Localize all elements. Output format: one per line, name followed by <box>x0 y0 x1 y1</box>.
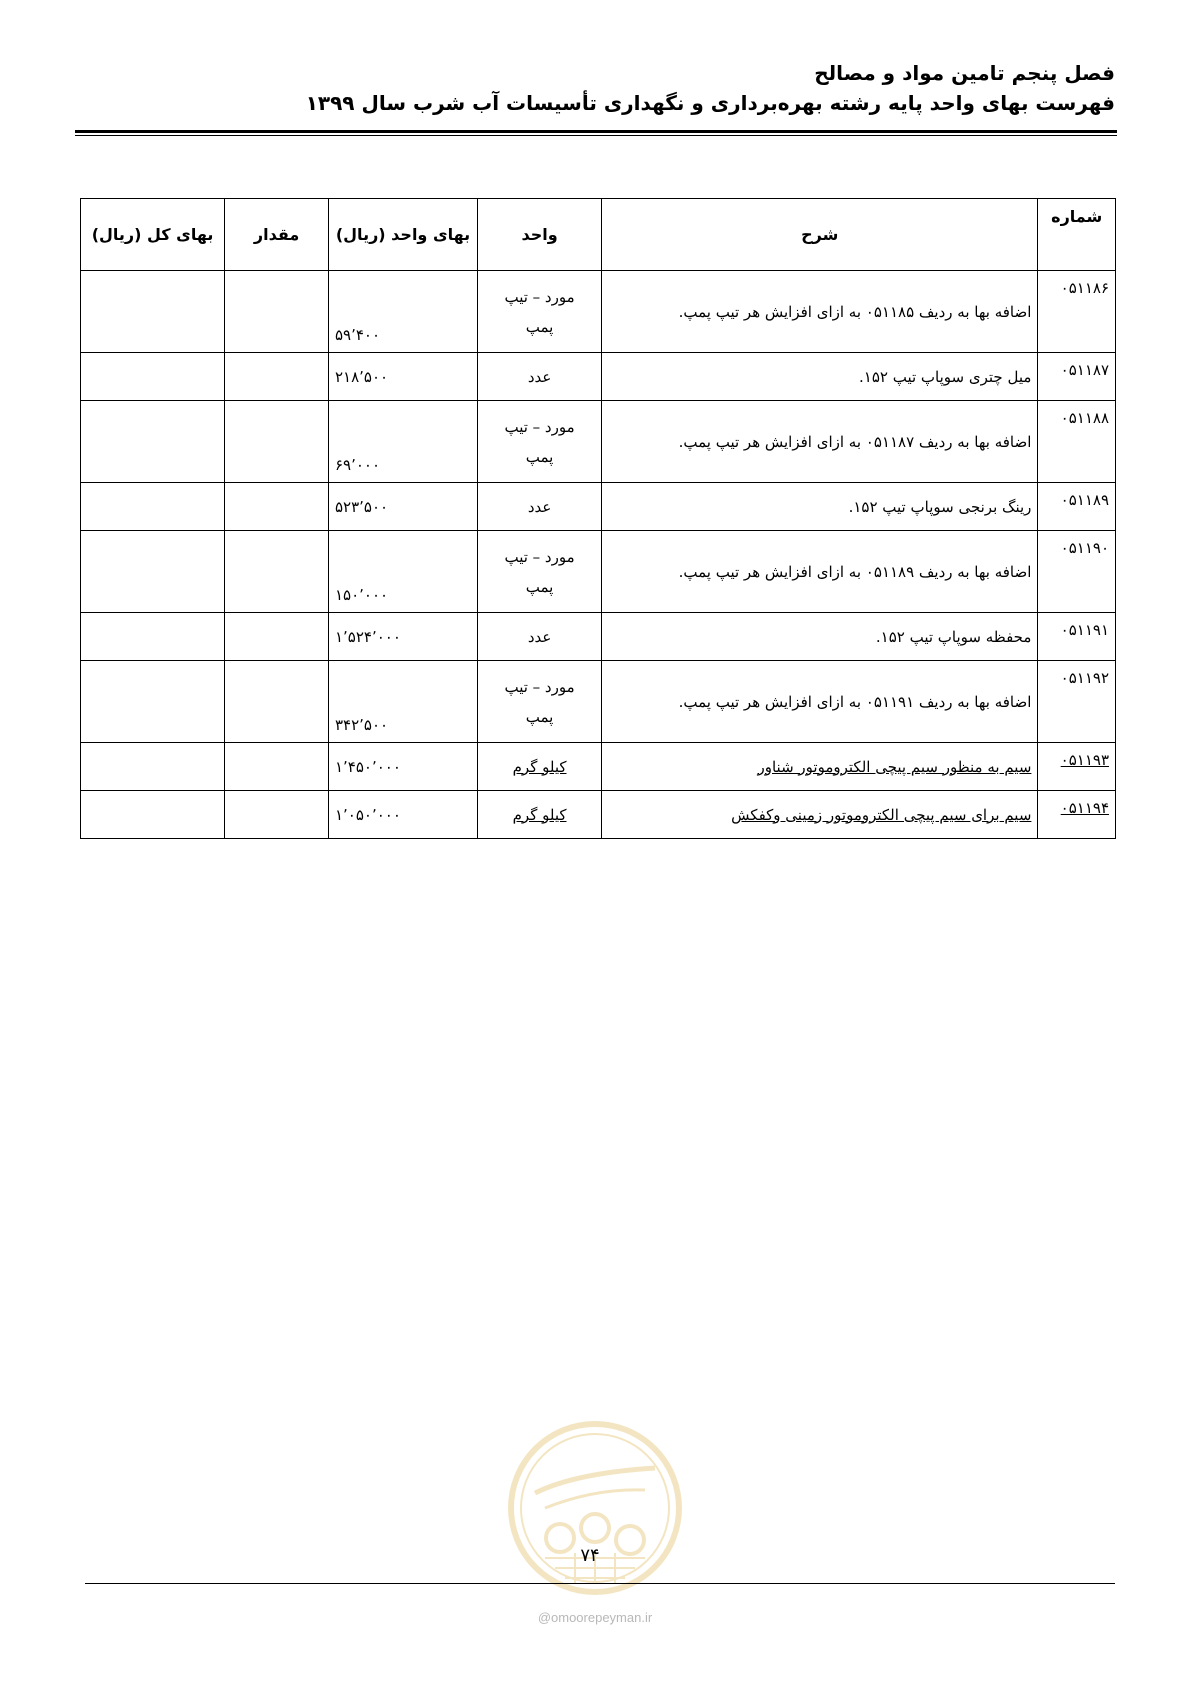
row-desc: سیم به منظور سیم پیچی الکتروموتور شناور <box>602 743 1038 791</box>
row-code: ۰۵۱۱۹۴ <box>1038 791 1116 839</box>
row-total <box>81 531 225 613</box>
header-total: بهای کل (ریال) <box>81 199 225 271</box>
table-row <box>81 531 1116 613</box>
row-code: ۰۵۱۱۸۸ <box>1038 401 1116 483</box>
row-code: ۰۵۱۱۹۱ <box>1038 613 1116 661</box>
row-qty <box>225 791 329 839</box>
row-unit <box>478 271 602 353</box>
row-unit: عدد <box>478 483 602 531</box>
document-subtitle: فهرست بهای واحد پایه رشته بهره‌برداری و نگهداری تأسیسات آب شرب سال ۱۳۹۹ <box>305 91 1115 115</box>
header-rule-thin <box>75 135 1117 136</box>
row-qty <box>225 531 329 613</box>
row-unit: عدد <box>478 613 602 661</box>
unit-line-2: پمپ <box>525 317 554 336</box>
table-row <box>81 401 1116 483</box>
row-unit-price: ۱٬۴۵۰٬۰۰۰ <box>328 743 477 791</box>
row-qty <box>225 271 329 353</box>
row-unit-price: ۱۵۰٬۰۰۰ <box>328 531 477 613</box>
row-unit <box>478 401 602 483</box>
website-watermark: @omoorepeyman.ir <box>537 1610 653 1625</box>
row-unit-price: ۱٬۵۲۴٬۰۰۰ <box>328 613 477 661</box>
row-unit: کیلو گرم <box>478 743 602 791</box>
row-code: ۰۵۱۱۹۲ <box>1038 661 1116 743</box>
row-total <box>81 353 225 401</box>
row-unit <box>478 661 602 743</box>
row-desc: اضافه بها به ردیف ۰۵۱۱۹۱ به ازای افزایش هر تیپ پمپ. <box>602 661 1038 743</box>
row-unit <box>478 531 602 613</box>
row-code: ۰۵۱۱۹۰ <box>1038 531 1116 613</box>
price-table <box>80 198 1116 839</box>
row-unit-price: ۳۴۲٬۵۰۰ <box>328 661 477 743</box>
page-header <box>75 58 1115 118</box>
row-desc: رینگ برنجی سوپاپ تیپ ۱۵۲. <box>602 483 1038 531</box>
footer-rule <box>85 1583 1115 1584</box>
row-total <box>81 401 225 483</box>
row-desc: اضافه بها به ردیف ۰۵۱۱۸۹ به ازای افزایش هر تیپ پمپ. <box>602 531 1038 613</box>
row-desc: سیم برای سیم پیچی الکتروموتور زمینی وکفکش <box>602 791 1038 839</box>
row-total <box>81 661 225 743</box>
row-qty <box>225 483 329 531</box>
table-row <box>81 483 1116 531</box>
row-code: ۰۵۱۱۹۳ <box>1038 743 1116 791</box>
row-unit-price: ۲۱۸٬۵۰۰ <box>328 353 477 401</box>
header-qty: مقدار <box>225 199 329 271</box>
unit-line-1: مورد – تیپ <box>504 417 575 436</box>
table-row <box>81 271 1116 353</box>
row-total <box>81 613 225 661</box>
row-desc: محفظه سوپاپ تیپ ۱۵۲. <box>602 613 1038 661</box>
header-unit-price: بهای واحد (ریال) <box>328 199 477 271</box>
row-unit-price: ۵۲۳٬۵۰۰ <box>328 483 477 531</box>
header-code: شماره <box>1038 199 1116 271</box>
row-qty <box>225 743 329 791</box>
unit-line-2: پمپ <box>525 707 554 726</box>
header-unit: واحد <box>478 199 602 271</box>
row-total <box>81 483 225 531</box>
page-number: ۷۴ <box>580 1545 600 1566</box>
header-rule-thick <box>75 130 1117 133</box>
row-qty <box>225 353 329 401</box>
row-qty <box>225 661 329 743</box>
row-code: ۰۵۱۱۸۶ <box>1038 271 1116 353</box>
unit-line-1: مورد – تیپ <box>504 547 575 566</box>
table-row <box>81 791 1116 839</box>
row-unit-price: ۵۹٬۴۰۰ <box>328 271 477 353</box>
row-unit-price: ۱٬۰۵۰٬۰۰۰ <box>328 791 477 839</box>
row-desc: اضافه بها به ردیف ۰۵۱۱۸۷ به ازای افزایش هر تیپ پمپ. <box>602 401 1038 483</box>
row-desc: میل چتری سوپاپ تیپ ۱۵۲. <box>602 353 1038 401</box>
row-total <box>81 743 225 791</box>
row-qty <box>225 613 329 661</box>
table-row <box>81 353 1116 401</box>
row-desc: اضافه بها به ردیف ۰۵۱۱۸۵ به ازای افزایش هر تیپ پمپ. <box>602 271 1038 353</box>
unit-line-1: مورد – تیپ <box>504 677 575 696</box>
chapter-title: فصل پنجم تامین مواد و مصالح <box>814 61 1115 85</box>
row-code: ۰۵۱۱۸۹ <box>1038 483 1116 531</box>
row-unit-price: ۶۹٬۰۰۰ <box>328 401 477 483</box>
unit-line-2: پمپ <box>525 447 554 466</box>
header-desc: شرح <box>602 199 1038 271</box>
row-code: ۰۵۱۱۸۷ <box>1038 353 1116 401</box>
unit-line-1: مورد – تیپ <box>504 287 575 306</box>
table-header-row <box>81 199 1116 271</box>
unit-line-2: پمپ <box>525 577 554 596</box>
row-qty <box>225 401 329 483</box>
row-total <box>81 791 225 839</box>
omoorepeyman-logo-watermark <box>505 1418 685 1598</box>
table-row <box>81 613 1116 661</box>
row-total <box>81 271 225 353</box>
table-row <box>81 661 1116 743</box>
table-row <box>81 743 1116 791</box>
row-unit: کیلو گرم <box>478 791 602 839</box>
row-unit: عدد <box>478 353 602 401</box>
